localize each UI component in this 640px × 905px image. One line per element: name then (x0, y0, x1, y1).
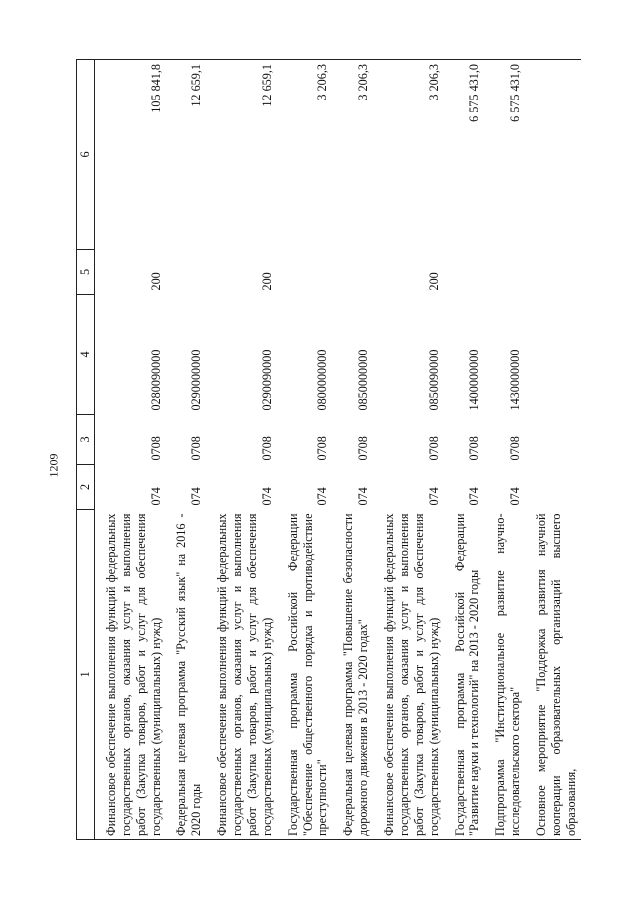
row-expense-type (444, 250, 485, 295)
row-amount: 6 575 431,0 (444, 60, 485, 250)
row-ministry-code: 074 (508, 487, 523, 506)
rotated-page-content (76, 60, 578, 840)
row-expense-type (525, 250, 581, 295)
row-amount: 6 575 431,0 (484, 60, 525, 250)
row-target-code: 0280090000 (148, 349, 163, 411)
row-section-code: 0708 (508, 436, 523, 461)
row-target-code (525, 295, 581, 415)
row-ministry-code (525, 465, 581, 510)
row-name: Финансовое обеспечение выполнения функций федеральных государственных органов, оказания услуг и выполнения работ (Закупка товаров, работ и услуг для обеспечения государственных (муниципальных) нужд) (373, 510, 444, 840)
row-amount: 12 659,1 (206, 60, 277, 250)
table-row (525, 60, 581, 840)
row-target-code: 0850090000 (426, 349, 441, 411)
row-ministry-code: 074 (148, 487, 163, 506)
table-row (277, 60, 333, 840)
row-expense-type (484, 250, 525, 295)
row-target-code: 0290090000 (259, 349, 274, 411)
row-amount: 105 841,8 (94, 60, 165, 250)
row-ministry-code: 074 (426, 487, 441, 506)
row-section-code: 0708 (356, 436, 371, 461)
row-section-code: 0708 (189, 436, 204, 461)
row-name: Финансовое обеспечение выполнения функций федеральных государственных органов, оказания услуг и выполнения работ (Закупка товаров, работ и услуг для обеспечения государственных (муниципальных) нужд) (206, 510, 277, 840)
table-row (165, 60, 206, 840)
row-target-code: 0850000000 (356, 349, 371, 411)
row-amount: 3 206,3 (277, 60, 333, 250)
row-target-code: 1430000000 (508, 349, 523, 411)
header-col-5: 5 (77, 250, 95, 295)
row-section-code: 0708 (426, 436, 441, 461)
row-expense-type (165, 250, 206, 295)
row-amount: 3 206,3 (332, 60, 373, 250)
header-col-3: 3 (77, 415, 95, 465)
row-ministry-code: 074 (259, 487, 274, 506)
row-amount (525, 60, 581, 250)
header-col-4: 4 (77, 295, 95, 415)
row-name: Подпрограмма "Институциональное развитие научно-исследовательского сектора" (484, 510, 525, 840)
row-amount: 12 659,1 (165, 60, 206, 250)
header-col-2: 2 (77, 465, 95, 510)
row-expense-type: 200 (426, 272, 441, 291)
table-row (206, 60, 277, 840)
row-section-code (525, 415, 581, 465)
table-row (373, 60, 444, 840)
row-name: Финансовое обеспечение выполнения функций федеральных государственных органов, оказания услуг и выполнения работ (Закупка товаров, работ и услуг для обеспечения государственных (муниципальных) нужд) (94, 510, 165, 840)
table-row (484, 60, 525, 840)
row-name: Государственная программа Российской Федерации "Развитие науки и технологий" на 2013 - 2020 годы (444, 510, 485, 840)
row-target-code: 0290000000 (189, 349, 204, 411)
header-col-1: 1 (77, 510, 95, 840)
row-name: Государственная программа Российской Федерации "Обеспечение общественного порядка и противодействие преступности" (277, 510, 333, 840)
header-col-6: 6 (77, 60, 95, 250)
row-ministry-code: 074 (315, 487, 330, 506)
row-section-code: 0708 (467, 436, 482, 461)
row-ministry-code: 074 (189, 487, 204, 506)
row-name: Основное мероприятие "Поддержка развития научной кооперации образовательных организаций высшего образования, (525, 510, 581, 840)
row-ministry-code: 074 (356, 487, 371, 506)
row-target-code: 0800000000 (315, 349, 330, 411)
table-row (332, 60, 373, 840)
row-expense-type (277, 250, 333, 295)
row-section-code: 0708 (259, 436, 274, 461)
row-amount: 3 206,3 (373, 60, 444, 250)
row-expense-type: 200 (148, 272, 163, 291)
table-row (94, 60, 165, 840)
table-row (444, 60, 485, 840)
budget-table (76, 59, 581, 840)
page-number: 1209 (46, 453, 61, 478)
row-section-code: 0708 (148, 436, 163, 461)
row-name: Федеральная целевая программа "Русский язык" на 2016 - 2020 годы (165, 510, 206, 840)
row-ministry-code: 074 (467, 487, 482, 506)
row-target-code: 1400000000 (467, 349, 482, 411)
row-expense-type: 200 (259, 272, 274, 291)
row-name: Федеральная целевая программа "Повышение безопасности дорожного движения в 2013 - 2020 годах" (332, 510, 373, 840)
header-row (77, 60, 95, 840)
row-expense-type (332, 250, 373, 295)
row-section-code: 0708 (315, 436, 330, 461)
